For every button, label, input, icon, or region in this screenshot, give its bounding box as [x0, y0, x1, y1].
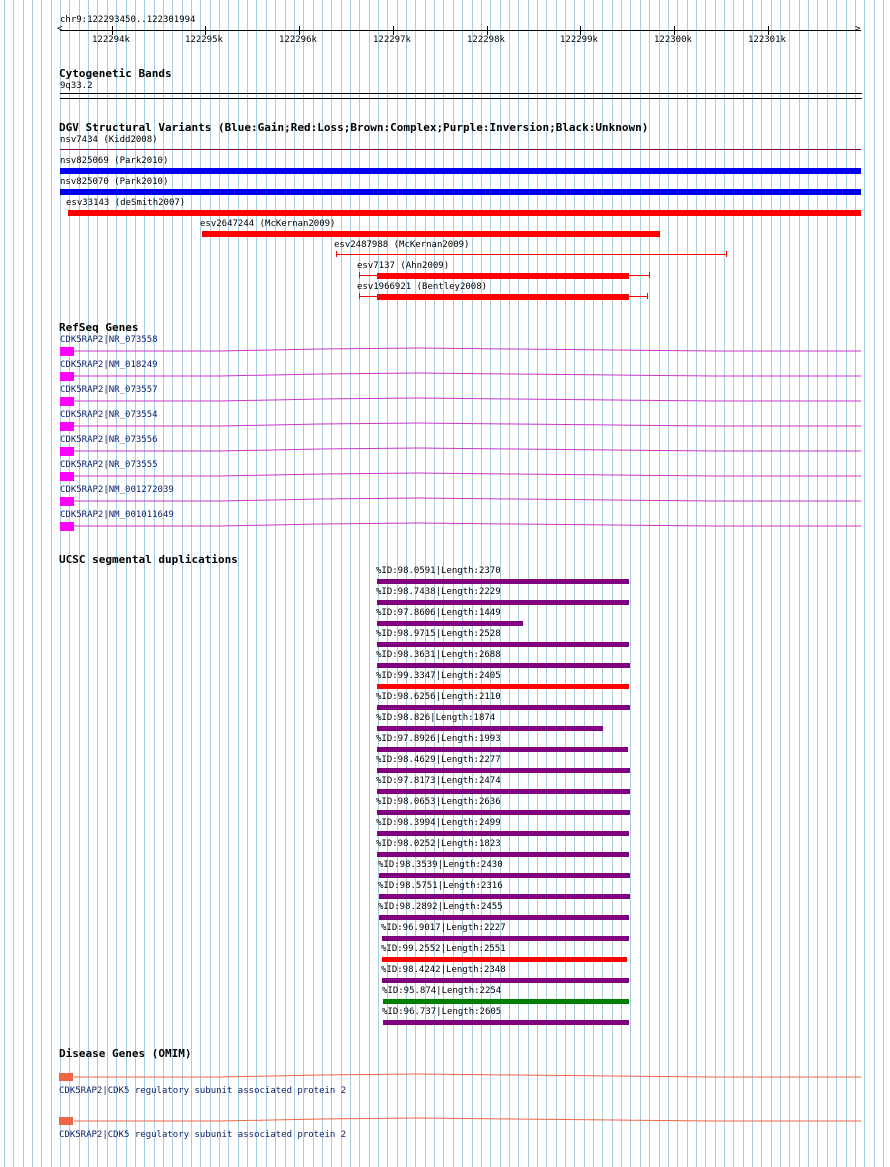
dgv-variant-label: esv2647244 (McKernan2009) [200, 219, 336, 229]
cytoband-track-title: Cytogenetic Bands [59, 67, 172, 80]
segdup-bar [382, 978, 629, 983]
ruler-tick [299, 26, 300, 35]
segdup-label: %ID:98.3539|Length:2430 [378, 860, 503, 870]
dgv-variant-cap [359, 272, 360, 278]
refseq-gene-label: CDK5RAP2|NR_073555 [60, 460, 158, 470]
ruler-tick [580, 26, 581, 35]
ruler-tick-label: 122294k [92, 35, 130, 45]
ruler-tick-label: 122300k [654, 35, 692, 45]
segdup-label: %ID:98.4242|Length:2348 [381, 965, 506, 975]
refseq-gene-label: CDK5RAP2|NM_001011649 [60, 510, 174, 520]
refseq-track-title: RefSeq Genes [59, 321, 139, 334]
segdup-label: %ID:98.0653|Length:2636 [376, 797, 501, 807]
segdup-bar [377, 852, 629, 857]
ruler-tick [393, 26, 394, 35]
cytoband-line-bottom [60, 98, 862, 99]
segdup-label: %ID:99.3347|Length:2405 [376, 671, 501, 681]
segdup-label: %ID:95.874|Length:2254 [382, 986, 502, 996]
segdup-bar [377, 810, 630, 815]
segdup-bar [377, 621, 523, 626]
segdup-label: %ID:99.2552|Length:2551 [381, 944, 506, 954]
segdup-bar [377, 642, 629, 647]
segdup-bar [379, 873, 630, 878]
dgv-variant-bar [68, 210, 861, 216]
segdup-bar [377, 705, 630, 710]
dgv-variant-label: esv33143 (deSmith2007) [66, 198, 186, 208]
dgv-variant-label: esv7137 (Ahn2009) [357, 261, 450, 271]
segdup-label: %ID:98.826|Length:1874 [376, 713, 496, 723]
segdup-bar [383, 1020, 629, 1025]
dgv-track-title: DGV Structural Variants (Blue:Gain;Red:Loss;Brown:Complex;Purple:Inversion;Black:Unknown) [59, 121, 649, 134]
refseq-exon [60, 397, 74, 406]
segdup-bar [377, 726, 603, 731]
dgv-variant-cap [649, 272, 650, 278]
segdup-label: %ID:98.9715|Length:2528 [376, 629, 501, 639]
segdup-bar [377, 789, 630, 794]
ruler-line [60, 30, 861, 31]
refseq-exon [60, 447, 74, 456]
ruler-tick [205, 26, 206, 35]
dgv-variant-label: esv1966921 (Bentley2008) [357, 282, 488, 292]
ruler-tick-label: 122295k [185, 35, 223, 45]
segdup-label: %ID:98.5751|Length:2316 [378, 881, 503, 891]
segdup-label: %ID:98.4629|Length:2277 [376, 755, 501, 765]
ruler-tick-label: 122296k [279, 35, 317, 45]
omim-exon [59, 1073, 73, 1081]
segdup-label: %ID:98.3994|Length:2499 [376, 818, 501, 828]
cytoband-label: 9q33.2 [60, 81, 93, 91]
refseq-gene-label: CDK5RAP2|NR_073558 [60, 335, 158, 345]
segdup-label: %ID:97.8173|Length:2474 [376, 776, 501, 786]
dgv-variant-bar [60, 189, 861, 195]
segdup-label: %ID:96.9017|Length:2227 [381, 923, 506, 933]
dgv-variant-label: nsv825070 (Park2010) [60, 177, 169, 187]
omim-track-title: Disease Genes (OMIM) [59, 1047, 192, 1060]
dgv-variant-bar [377, 294, 629, 300]
segdup-bar [377, 831, 629, 836]
refseq-exon [60, 422, 74, 431]
refseq-exon [60, 372, 74, 381]
dgv-variant-label: nsv825069 (Park2010) [60, 156, 169, 166]
dgv-variant-bar [60, 168, 861, 174]
segdup-label: %ID:98.6256|Length:2110 [376, 692, 501, 702]
ruler-left-arrow: < [57, 24, 63, 34]
refseq-gene-label: CDK5RAP2|NM_001272039 [60, 485, 174, 495]
dgv-variant-cap [336, 251, 337, 257]
cytoband-line-top [60, 93, 862, 94]
segdup-bar [377, 600, 629, 605]
refseq-gene-label: CDK5RAP2|NR_073556 [60, 435, 158, 445]
ruler-right-arrow: > [855, 24, 861, 34]
segdup-bar [377, 768, 630, 773]
ruler-tick [487, 26, 488, 35]
dgv-variant-cap [647, 293, 648, 299]
segdup-bar [379, 915, 629, 920]
ruler-tick-label: 122297k [373, 35, 411, 45]
refseq-exon [60, 497, 74, 506]
ruler-tick-label: 122301k [748, 35, 786, 45]
dgv-variant-line [336, 254, 726, 255]
segdup-bar [377, 663, 630, 668]
refseq-gene-label: CDK5RAP2|NR_073557 [60, 385, 158, 395]
omim-gene-label: CDK5RAP2|CDK5 regulatory subunit associated protein 2 [59, 1086, 347, 1096]
omim-gene-label: CDK5RAP2|CDK5 regulatory subunit associated protein 2 [59, 1130, 347, 1140]
segdup-bar [377, 747, 628, 752]
segdup-bar [382, 936, 629, 941]
omim-exon [59, 1117, 73, 1125]
segdup-track-title: UCSC segmental duplications [59, 553, 238, 566]
segdup-label: %ID:98.0252|Length:1823 [376, 839, 501, 849]
segdup-bar [379, 894, 630, 899]
segdup-bar [377, 579, 629, 584]
ruler-tick [768, 26, 769, 35]
refseq-gene-label: CDK5RAP2|NR_073554 [60, 410, 158, 420]
segdup-label: %ID:98.2892|Length:2455 [378, 902, 503, 912]
dgv-variant-cap [359, 293, 360, 299]
segdup-bar [382, 957, 627, 962]
ruler-tick [112, 26, 113, 35]
refseq-exon [60, 347, 74, 356]
ruler-tick-label: 122299k [560, 35, 598, 45]
segdup-bar [383, 999, 629, 1004]
segdup-bar [377, 684, 629, 689]
segdup-label: %ID:98.3631|Length:2688 [376, 650, 501, 660]
dgv-variant-bar [202, 231, 660, 237]
dgv-variant-label: nsv7434 (Kidd2008) [60, 135, 158, 145]
dgv-variant-line [60, 149, 861, 150]
segdup-label: %ID:98.0591|Length:2370 [376, 566, 501, 576]
segdup-label: %ID:96.737|Length:2605 [382, 1007, 502, 1017]
coordinate-label: chr9:122293450..122301994 [60, 15, 196, 25]
dgv-variant-label: esv2487988 (McKernan2009) [334, 240, 470, 250]
ruler-tick [674, 26, 675, 35]
segdup-label: %ID:98.7438|Length:2229 [376, 587, 501, 597]
dgv-variant-cap [726, 251, 727, 257]
ruler-tick-label: 122298k [467, 35, 505, 45]
dgv-variant-bar [377, 273, 629, 279]
refseq-exon [60, 522, 74, 531]
segdup-label: %ID:97.8606|Length:1449 [376, 608, 501, 618]
segdup-label: %ID:97.8926|Length:1993 [376, 734, 501, 744]
refseq-exon [60, 472, 74, 481]
refseq-gene-label: CDK5RAP2|NM_018249 [60, 360, 158, 370]
